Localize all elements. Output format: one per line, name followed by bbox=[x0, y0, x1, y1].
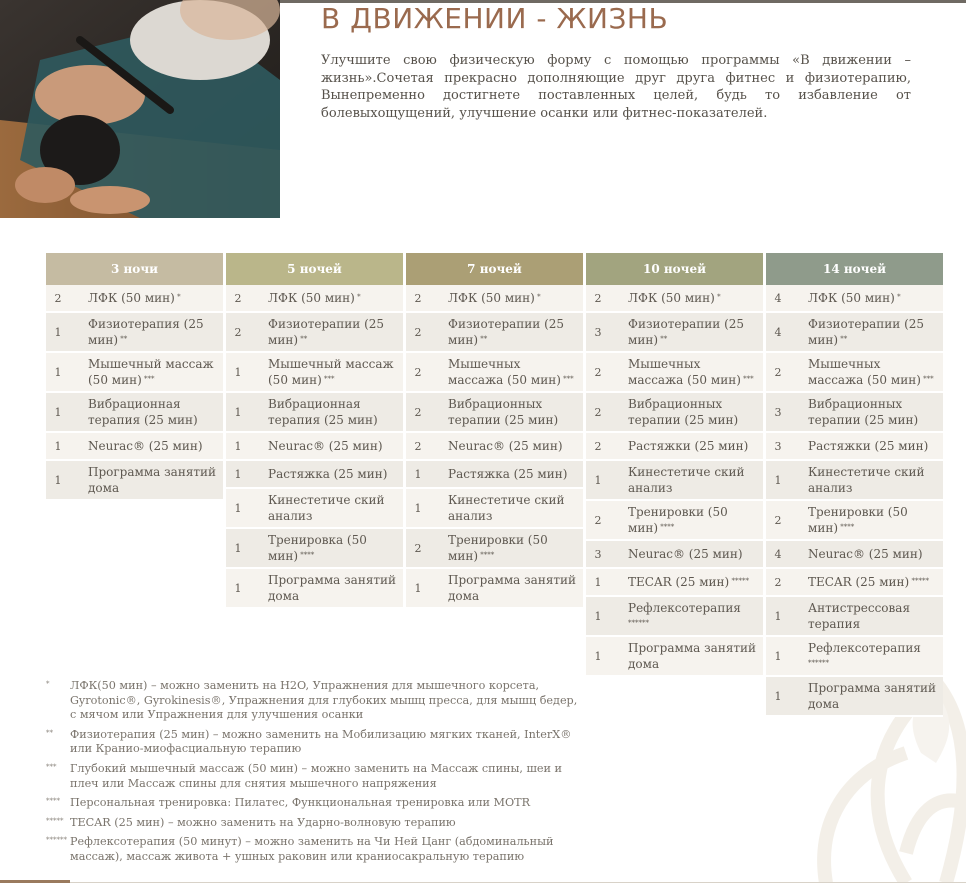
service-name bbox=[70, 438, 223, 454]
service-name bbox=[430, 396, 583, 428]
service-quantity: 3 bbox=[774, 405, 782, 419]
package-column-5-nights bbox=[226, 253, 403, 609]
service-row bbox=[766, 353, 943, 393]
service-quantity: 1 bbox=[54, 473, 62, 487]
service-quantity: 1 bbox=[774, 649, 782, 663]
service-name bbox=[250, 438, 403, 454]
service-name bbox=[250, 532, 403, 564]
service-name bbox=[250, 572, 403, 604]
service-quantity: 1 bbox=[234, 439, 242, 453]
footnote bbox=[46, 762, 586, 791]
service-name bbox=[790, 640, 943, 672]
service-name-text: Тренировки (50 мин) bbox=[448, 533, 548, 563]
service-name-text: Мышечный массаж (50 мин) bbox=[268, 357, 394, 387]
footnote-mark: ***** bbox=[46, 816, 64, 825]
service-row bbox=[406, 489, 583, 529]
service-name bbox=[70, 290, 223, 306]
service-quantity: 1 bbox=[774, 689, 782, 703]
service-name bbox=[610, 290, 763, 306]
service-row bbox=[766, 541, 943, 569]
service-name bbox=[610, 356, 763, 388]
service-name bbox=[430, 356, 583, 388]
footnote-mark: * bbox=[354, 293, 361, 301]
service-name-text: Мышечный массаж (50 мин) bbox=[88, 357, 214, 387]
service-name bbox=[430, 290, 583, 306]
service-name-text: Физиотерапии (25 мин) bbox=[268, 317, 385, 347]
column-header: 14 ночей bbox=[766, 253, 943, 285]
service-name bbox=[790, 464, 943, 496]
service-quantity: 1 bbox=[594, 649, 602, 663]
package-column-10-nights bbox=[586, 253, 763, 677]
service-quantity: 3 bbox=[594, 547, 602, 561]
service-name-text: Мышечных массажа (50 мин) bbox=[448, 357, 561, 387]
service-row bbox=[766, 393, 943, 433]
footnote-mark: **** bbox=[46, 797, 60, 806]
column-header: 3 ночи bbox=[46, 253, 223, 285]
service-quantity: 2 bbox=[54, 291, 62, 305]
service-quantity: 1 bbox=[414, 581, 422, 595]
service-name-text: Физиотерапии (25 мин) bbox=[808, 317, 925, 347]
service-name bbox=[610, 600, 763, 632]
service-name bbox=[430, 572, 583, 604]
service-name bbox=[250, 492, 403, 524]
package-column-7-nights bbox=[406, 253, 583, 609]
footnote-mark: ****** bbox=[46, 836, 67, 845]
service-quantity: 1 bbox=[234, 405, 242, 419]
service-row bbox=[766, 461, 943, 501]
service-row bbox=[766, 433, 943, 461]
service-name bbox=[70, 464, 223, 496]
service-row bbox=[586, 541, 763, 569]
hero-photo-illustration bbox=[0, 0, 280, 218]
footnote-mark: ***** bbox=[909, 577, 929, 585]
service-row bbox=[46, 285, 223, 313]
service-row bbox=[586, 501, 763, 541]
service-name bbox=[70, 396, 223, 428]
service-name-text: Физиотерапия (25 мин) bbox=[88, 317, 204, 347]
footnote-mark: * bbox=[174, 293, 181, 301]
service-row bbox=[226, 353, 403, 393]
service-name bbox=[790, 396, 943, 428]
footnote-text: Глубокий мышечный массаж (50 мин) – можно заменить на Массаж спины, шеи и плеч или Массаж спины для снятия мышечного напряжения bbox=[70, 761, 563, 790]
service-quantity: 2 bbox=[234, 325, 242, 339]
service-quantity: 2 bbox=[774, 513, 782, 527]
footnotes bbox=[46, 679, 586, 870]
service-row bbox=[586, 433, 763, 461]
service-name bbox=[430, 316, 583, 348]
service-name bbox=[790, 680, 943, 712]
service-quantity: 1 bbox=[594, 609, 602, 623]
service-quantity: 2 bbox=[234, 291, 242, 305]
service-row bbox=[406, 313, 583, 353]
service-row bbox=[586, 569, 763, 597]
hero-photo bbox=[0, 0, 280, 218]
footnote bbox=[46, 796, 586, 811]
service-quantity: 2 bbox=[594, 513, 602, 527]
service-name-text: Растяжки (25 мин) bbox=[628, 439, 749, 453]
service-row bbox=[406, 393, 583, 433]
service-row bbox=[766, 677, 943, 717]
footnote bbox=[46, 728, 586, 757]
service-name bbox=[610, 640, 763, 672]
service-name bbox=[250, 396, 403, 428]
service-row bbox=[586, 353, 763, 393]
service-row bbox=[226, 313, 403, 353]
service-row bbox=[226, 285, 403, 313]
footnote-mark: **** bbox=[298, 551, 315, 559]
service-name-text: Мышечных массажа (50 мин) bbox=[808, 357, 921, 387]
service-quantity: 1 bbox=[234, 467, 242, 481]
service-quantity: 2 bbox=[594, 439, 602, 453]
package-column-3-nights bbox=[46, 253, 223, 501]
service-name-text: Программа занятий дома bbox=[88, 465, 217, 495]
service-quantity: 1 bbox=[594, 575, 602, 589]
footnote-text: Персональная тренировка: Пилатес, Функциональная тренировка или MOTR bbox=[70, 796, 531, 810]
service-name bbox=[610, 546, 763, 562]
service-quantity: 3 bbox=[774, 439, 782, 453]
service-quantity: 1 bbox=[54, 365, 62, 379]
column-header: 5 ночей bbox=[226, 253, 403, 285]
service-name-text: Тренировка (50 мин) bbox=[268, 533, 367, 563]
service-name-text: Рефлексотерапия bbox=[628, 601, 741, 615]
column-header: 7 ночей bbox=[406, 253, 583, 285]
service-row bbox=[766, 637, 943, 677]
service-row bbox=[406, 353, 583, 393]
footnote-mark: ***** bbox=[729, 577, 749, 585]
footnote-mark: *** bbox=[46, 762, 57, 771]
service-row bbox=[586, 597, 763, 637]
service-name-text: Физиотерапии (25 мин) bbox=[448, 317, 565, 347]
service-name bbox=[70, 356, 223, 388]
service-name-text: Вибрационных терапии (25 мин) bbox=[808, 397, 919, 427]
footnote-mark: * bbox=[714, 293, 721, 301]
service-name-text: Neurac® (25 мин) bbox=[808, 547, 923, 561]
service-row bbox=[586, 637, 763, 677]
footnote-mark: ** bbox=[478, 335, 488, 343]
service-name bbox=[790, 290, 943, 306]
service-row bbox=[406, 461, 583, 489]
service-name-text: Тренировки (50 мин) bbox=[628, 505, 728, 535]
footnote-mark: **** bbox=[478, 551, 495, 559]
service-row bbox=[46, 393, 223, 433]
service-name-text: Вибрационная терапия (25 мин) bbox=[88, 397, 198, 427]
service-quantity: 1 bbox=[234, 501, 242, 515]
service-name bbox=[250, 356, 403, 388]
service-row bbox=[46, 433, 223, 461]
footnote-mark: * bbox=[46, 680, 50, 688]
footnote-mark: ****** bbox=[628, 619, 649, 627]
service-name bbox=[250, 290, 403, 306]
service-quantity: 3 bbox=[594, 325, 602, 339]
service-quantity: 2 bbox=[594, 405, 602, 419]
footnote-mark: *** bbox=[560, 375, 574, 383]
service-name-text: Антистрессовая терапия bbox=[808, 601, 911, 631]
intro-paragraph: Улучшите свою физическую форму с помощью программы «В движении – жизнь».Сочетая прекрасно дополняющие друг друга фитнес и физиотерапию, Вынепременно достигнете поставленных целей, будь то избавление от болевыхощущений, улучшение осанки или фитнес-показателей. bbox=[321, 53, 911, 121]
service-name bbox=[790, 438, 943, 454]
service-quantity: 2 bbox=[774, 575, 782, 589]
footnote-mark: *** bbox=[740, 375, 754, 383]
service-quantity: 1 bbox=[54, 405, 62, 419]
footnote-mark: ** bbox=[118, 335, 128, 343]
service-name bbox=[610, 438, 763, 454]
service-quantity: 1 bbox=[594, 473, 602, 487]
footnote-mark: ** bbox=[838, 335, 848, 343]
service-name-text: TECAR (25 мин) bbox=[808, 575, 910, 589]
service-name-text: Вибрационная терапия (25 мин) bbox=[268, 397, 378, 427]
service-name-text: ЛФК (50 мин) bbox=[268, 291, 355, 305]
service-row bbox=[406, 285, 583, 313]
service-name-text: Neurac® (25 мин) bbox=[88, 439, 203, 453]
service-quantity: 1 bbox=[54, 325, 62, 339]
service-name bbox=[610, 504, 763, 536]
service-name-text: ЛФК (50 мин) bbox=[628, 291, 715, 305]
service-row bbox=[766, 597, 943, 637]
service-quantity: 2 bbox=[594, 291, 602, 305]
footnote bbox=[46, 816, 586, 831]
service-name bbox=[430, 438, 583, 454]
service-name-text: Кинестетиче ский анализ bbox=[448, 493, 565, 523]
service-row bbox=[46, 313, 223, 353]
service-row bbox=[586, 461, 763, 501]
service-row bbox=[46, 461, 223, 501]
service-name-text: TECAR (25 мин) bbox=[628, 575, 730, 589]
service-name-text: Программа занятий дома bbox=[448, 573, 577, 603]
service-name bbox=[250, 316, 403, 348]
service-quantity: 2 bbox=[414, 405, 422, 419]
service-name bbox=[610, 396, 763, 428]
service-row bbox=[226, 433, 403, 461]
service-name bbox=[610, 316, 763, 348]
service-name bbox=[430, 466, 583, 482]
footnote-mark: ****** bbox=[808, 659, 829, 667]
footnote-mark: ** bbox=[46, 728, 53, 737]
service-name-text: Программа занятий дома bbox=[268, 573, 397, 603]
service-quantity: 2 bbox=[414, 439, 422, 453]
service-name-text: Физиотерапии (25 мин) bbox=[628, 317, 745, 347]
service-quantity: 2 bbox=[414, 365, 422, 379]
service-name bbox=[430, 532, 583, 564]
service-row bbox=[586, 285, 763, 313]
service-quantity: 1 bbox=[414, 501, 422, 515]
service-name-text: Neurac® (25 мин) bbox=[628, 547, 743, 561]
footnote-mark: *** bbox=[141, 375, 155, 383]
service-row bbox=[766, 501, 943, 541]
footnote-mark: * bbox=[894, 293, 901, 301]
service-quantity: 1 bbox=[234, 365, 242, 379]
service-name bbox=[250, 466, 403, 482]
service-name bbox=[790, 600, 943, 632]
service-quantity: 4 bbox=[774, 291, 782, 305]
footnote-mark: **** bbox=[838, 523, 855, 531]
footnote-mark: * bbox=[534, 293, 541, 301]
footnote bbox=[46, 835, 586, 864]
service-name bbox=[790, 574, 943, 590]
service-row bbox=[226, 489, 403, 529]
footnote-text: Рефлексотерапия (50 минут) – можно заменить на Чи Ней Цанг (абдоминальный массаж), массаж живота + ушных раковин или краниосакральную терапию bbox=[70, 835, 554, 863]
service-name bbox=[790, 504, 943, 536]
service-name bbox=[790, 356, 943, 388]
service-name bbox=[610, 464, 763, 496]
service-name-text: Тренировки (50 мин) bbox=[808, 505, 908, 535]
service-quantity: 1 bbox=[234, 581, 242, 595]
service-name-text: Neurac® (25 мин) bbox=[268, 439, 383, 453]
service-name bbox=[70, 316, 223, 348]
service-name-text: Вибрационных терапии (25 мин) bbox=[448, 397, 559, 427]
footnote-text: TECAR (25 мин) – можно заменить на Ударно-волновую терапию bbox=[70, 815, 456, 829]
service-quantity: 1 bbox=[54, 439, 62, 453]
service-name-text: Растяжки (25 мин) bbox=[808, 439, 929, 453]
footnote-mark: *** bbox=[321, 375, 335, 383]
service-quantity: 1 bbox=[414, 467, 422, 481]
service-row bbox=[406, 433, 583, 461]
package-column-14-nights bbox=[766, 253, 943, 717]
service-row bbox=[766, 285, 943, 313]
service-name-text: Программа занятий дома bbox=[808, 681, 937, 711]
service-row bbox=[46, 353, 223, 393]
service-name bbox=[610, 574, 763, 590]
service-row bbox=[226, 569, 403, 609]
service-quantity: 1 bbox=[774, 473, 782, 487]
service-name-text: Кинестетиче ский анализ bbox=[808, 465, 925, 495]
service-name-text: ЛФК (50 мин) bbox=[88, 291, 175, 305]
footnote-text: Физиотерапия (25 мин) – можно заменить на Мобилизацию мягких тканей, InterX® или Кранио-миофасциальную терапию bbox=[70, 727, 572, 756]
service-name bbox=[790, 316, 943, 348]
service-name-text: ЛФК (50 мин) bbox=[808, 291, 895, 305]
service-name bbox=[430, 492, 583, 524]
service-name-text: Растяжка (25 мин) bbox=[268, 467, 388, 481]
service-name-text: Мышечных массажа (50 мин) bbox=[628, 357, 741, 387]
service-row bbox=[226, 461, 403, 489]
service-name-text: Кинестетиче ский анализ bbox=[268, 493, 385, 523]
service-quantity: 1 bbox=[234, 541, 242, 555]
footnote-mark: ** bbox=[298, 335, 308, 343]
service-quantity: 4 bbox=[774, 325, 782, 339]
service-quantity: 4 bbox=[774, 547, 782, 561]
service-name-text: Программа занятий дома bbox=[628, 641, 757, 671]
footnote-text: ЛФК(50 мин) – можно заменить на H2O, Упражнения для мышечного корсета, Gyrotonic®, Gyrokinesis®, Упражнения для глубоких мышц пресса, для мышц бедер, с мячом или Упражнения для улучшения осанки bbox=[70, 679, 578, 722]
service-row bbox=[406, 529, 583, 569]
service-quantity: 2 bbox=[414, 325, 422, 339]
column-header: 10 ночей bbox=[586, 253, 763, 285]
service-name-text: Neurac® (25 мин) bbox=[448, 439, 563, 453]
service-name-text: Вибрационных терапии (25 мин) bbox=[628, 397, 739, 427]
service-row bbox=[226, 393, 403, 433]
service-quantity: 2 bbox=[414, 291, 422, 305]
service-quantity: 2 bbox=[774, 365, 782, 379]
service-row bbox=[586, 393, 763, 433]
service-name-text: Кинестетиче ский анализ bbox=[628, 465, 745, 495]
service-name-text: ЛФК (50 мин) bbox=[448, 291, 535, 305]
service-quantity: 2 bbox=[414, 541, 422, 555]
service-name-text: Растяжка (25 мин) bbox=[448, 467, 568, 481]
page-title: В ДВИЖЕНИИ - ЖИЗНЬ bbox=[321, 2, 669, 35]
service-row bbox=[226, 529, 403, 569]
footnote-mark: *** bbox=[920, 375, 934, 383]
service-row bbox=[766, 313, 943, 353]
service-name-text: Рефлексотерапия bbox=[808, 641, 921, 655]
footnote-mark: **** bbox=[658, 523, 675, 531]
footnote bbox=[46, 679, 586, 723]
service-row bbox=[586, 313, 763, 353]
service-quantity: 2 bbox=[594, 365, 602, 379]
footnote-mark: ** bbox=[658, 335, 668, 343]
service-row bbox=[766, 569, 943, 597]
service-name bbox=[790, 546, 943, 562]
service-quantity: 1 bbox=[774, 609, 782, 623]
service-row bbox=[406, 569, 583, 609]
